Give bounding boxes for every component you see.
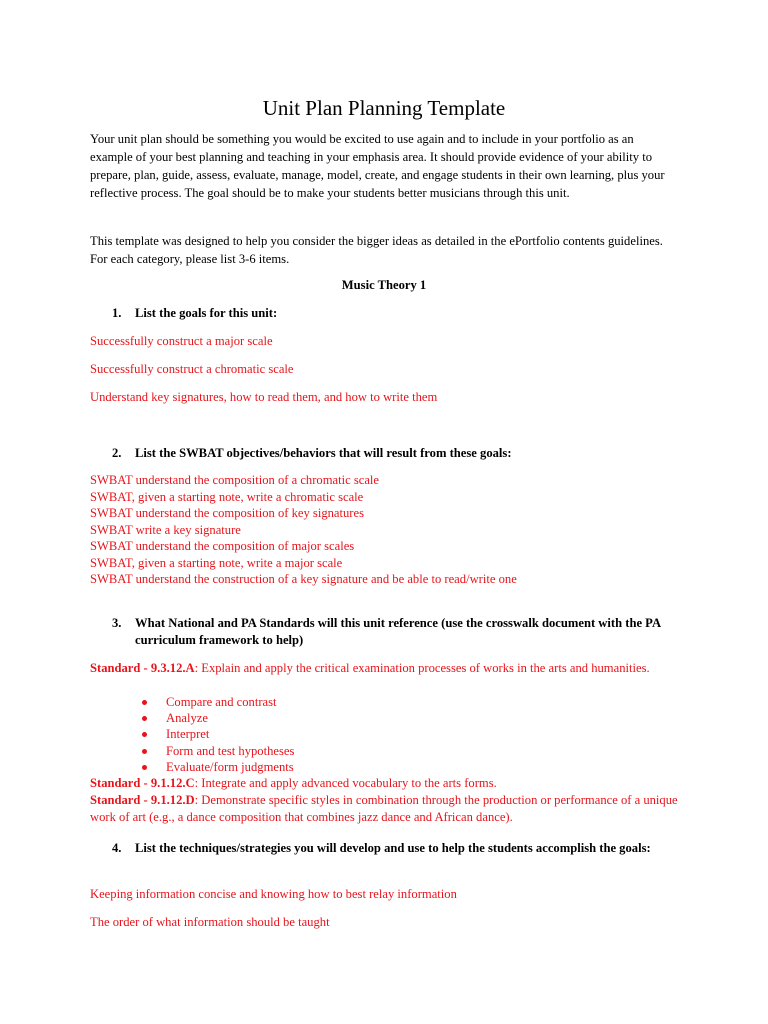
standard-9-1-12-c [90, 775, 678, 792]
section-1-number: 1. [112, 306, 122, 320]
list-item [140, 710, 640, 726]
list-item [140, 743, 640, 759]
standard-text: : Explain and apply the critical examination processes of works in the arts and humanities. [194, 661, 650, 675]
intro-paragraph-2: This template was designed to help you consider the bigger ideas as detailed in the ePortfolio contents guidelines. For each category, please list 3-6 items. [90, 234, 663, 266]
section-1-heading-text: List the goals for this unit: [135, 306, 278, 320]
list-item-label: Form and test hypotheses [166, 743, 295, 758]
section-3-number: 3. [112, 616, 122, 630]
bullet-icon [142, 732, 147, 737]
standard-label: Standard - 9.1.12.D [90, 793, 195, 807]
section-4-heading [112, 840, 680, 857]
goal-2: Successfully construct a chromatic scale [90, 362, 294, 376]
standard-text: : Demonstrate specific styles in combination through the production or performance of a unique work of art (e.g., a dance composition that combines jazz dance and African dance). [90, 793, 678, 824]
page-title: Unit Plan Planning Template [262, 96, 506, 120]
section-4-heading-text: List the techniques/strategies you will develop and use to help the students accomplish the goals: [135, 841, 651, 855]
intro-paragraph-1: Your unit plan should be something you would be excited to use again and to include in your portfolio as an example of your best planning and teaching in your emphasis area. It should provide evidence of your ability to prepare, plan, guide, assess, evaluate, manage, model, create, and engage students in their own learning, plus your reflective process. The goal should be to make your students better musicians through this unit. [90, 132, 665, 200]
objective-7: SWBAT understand the construction of a key signature and be able to read/write one [90, 572, 517, 586]
section-2-number: 2. [112, 446, 122, 460]
bullet-icon [142, 700, 147, 705]
goal-1: Successfully construct a major scale [90, 334, 273, 348]
standard-label: Standard - 9.1.12.C [90, 776, 195, 790]
list-item [140, 759, 640, 775]
list-item-label: Analyze [166, 711, 208, 726]
objective-5: SWBAT understand the composition of major scales [90, 539, 355, 553]
section-4-number: 4. [112, 841, 122, 855]
course-title: Music Theory 1 [341, 278, 427, 292]
list-item [140, 694, 640, 710]
objective-3: SWBAT understand the composition of key signatures [90, 506, 364, 520]
list-item [140, 726, 640, 742]
section-1-heading [112, 305, 680, 322]
goal-3: Understand key signatures, how to read them, and how to write them [90, 390, 438, 404]
objective-6: SWBAT, given a starting note, write a major scale [90, 555, 343, 570]
bullet-icon [142, 716, 147, 721]
objective-4: SWBAT write a key signature [90, 522, 241, 537]
standard-text: : Integrate and apply advanced vocabulary to the arts forms. [194, 776, 497, 790]
strategy-1: Keeping information concise and knowing how to best relay information [90, 887, 457, 901]
standard-9-1-12-d [90, 792, 678, 825]
strategy-2: The order of what information should be taught [90, 915, 330, 929]
list-item-label: Compare and contrast [166, 695, 277, 709]
standard-bullet-list [140, 694, 640, 775]
objective-1: SWBAT understand the composition of a chromatic scale [90, 473, 380, 487]
section-3-heading-text: What National and PA Standards will this unit reference (use the crosswalk document with the PA curriculum framework to help) [135, 616, 661, 647]
list-item-label: Evaluate/form judgments [166, 759, 294, 774]
section-2-heading-text: List the SWBAT objectives/behaviors that will result from these goals: [135, 446, 512, 460]
standard-9-3-12-a [90, 660, 678, 677]
objective-2: SWBAT, given a starting note, write a chromatic scale [90, 489, 364, 504]
section-3-heading [112, 615, 680, 649]
bullet-icon [142, 749, 147, 754]
section-2-heading [112, 445, 680, 462]
standard-label: Standard - 9.3.12.A [90, 661, 195, 675]
list-item-label: Interpret [166, 727, 210, 742]
bullet-icon [142, 765, 147, 770]
